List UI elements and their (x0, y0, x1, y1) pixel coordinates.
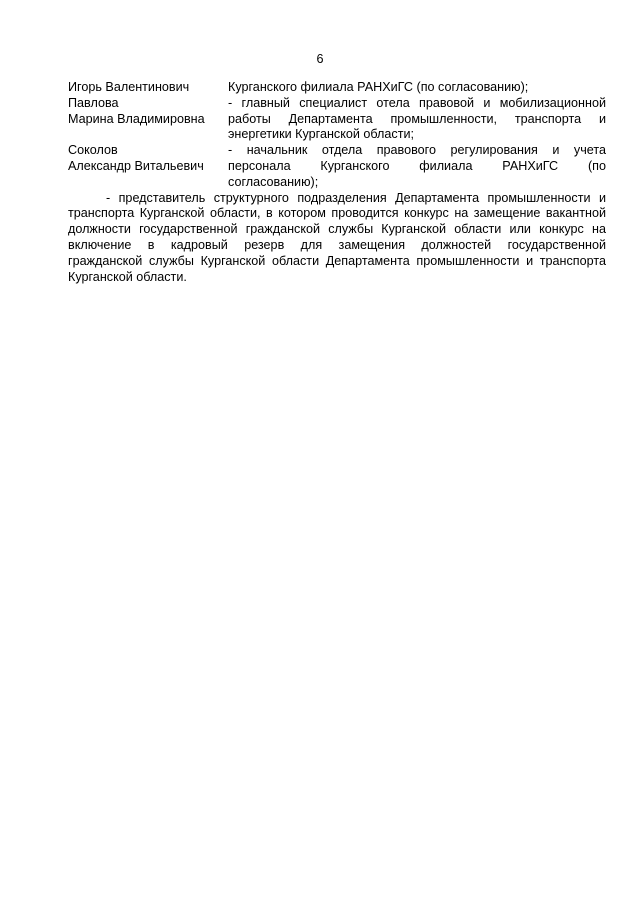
member-description-line: Курганского филиала РАНХиГС (по согласованию); (228, 80, 529, 94)
document-body (68, 80, 606, 285)
paragraph-line: гражданской службы Курганской области Департамента промышленности и транспорта (68, 253, 606, 268)
member-row (68, 143, 606, 190)
member-description (228, 96, 606, 143)
member-description (228, 80, 606, 96)
page-number: 6 (316, 52, 324, 66)
member-name (68, 143, 228, 175)
member-name-line: Соколов (68, 143, 118, 158)
member-description-line: работы Департамента промышленности, транспорта и (228, 111, 606, 126)
member-description (228, 143, 606, 190)
paragraph-line: транспорта Курганской области, в котором проводится конкурс на замещение вакантной (68, 206, 606, 221)
representative-paragraph (68, 191, 606, 286)
member-name-line: Марина Владимировна (68, 111, 205, 126)
member-description-line: согласованию); (228, 174, 319, 189)
member-description-line: - начальник отдела правового регулирования и учета (228, 143, 606, 158)
member-description-line: - главный специалист отела правовой и мобилизационной (228, 95, 606, 110)
member-description-line: персонала Курганского филиала РАНХиГС (по (228, 158, 606, 173)
member-row (68, 80, 606, 96)
member-description-line: энергетики Курганской области; (228, 127, 414, 142)
member-row (68, 96, 606, 143)
member-name-line: Александр Витальевич (68, 158, 204, 173)
member-name-line: Павлова (68, 95, 119, 110)
paragraph-line: включение в кадровый резерв для замещения должностей государственной (68, 237, 606, 252)
paragraph-line: Курганской области. (68, 269, 187, 284)
member-name (68, 96, 228, 128)
paragraph-line: должности государственной гражданской службы Курганской области или конкурс на (68, 222, 606, 237)
paragraph-line: - представитель структурного подразделения Департамента промышленности и (106, 190, 606, 205)
member-name (68, 80, 228, 96)
member-name-line: Игорь Валентинович (68, 80, 190, 94)
